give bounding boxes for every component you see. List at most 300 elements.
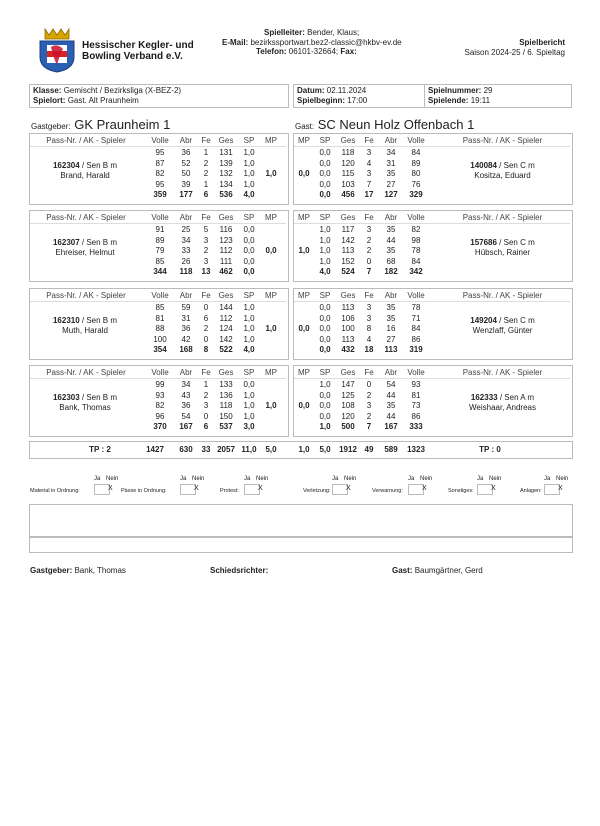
header-divider (30, 146, 286, 147)
col-header-abr: Abr (384, 291, 398, 300)
col-header-abr: Abr (384, 213, 398, 222)
ende-label: Spielende: (428, 96, 469, 105)
total-cell: 522 (219, 345, 233, 354)
score-cell: 2 (366, 411, 372, 421)
check-label: Verwarnung: (372, 488, 403, 494)
score-cell: 113 (341, 246, 355, 255)
score-cell: 26 (181, 256, 191, 266)
player-ak: Sen C m (503, 161, 535, 170)
col-header-volle: Volle (407, 213, 425, 222)
total-cell: 344 (153, 267, 167, 276)
score-cell: 39 (181, 179, 191, 189)
score-cell: 134 (219, 179, 233, 189)
grand-total-cell: 1323 (407, 445, 425, 454)
total-cell: 0,0 (319, 190, 331, 199)
score-cell: 0,0 (319, 390, 331, 400)
guest-player: 140084 / Sen C m Kositza, Eduard (440, 161, 565, 181)
score-cell: 139 (219, 158, 233, 168)
score-cell: 0 (203, 334, 209, 344)
score-cell: 93 (411, 380, 421, 389)
col-header-abr: Abr (179, 291, 193, 300)
score-cell: 95 (155, 148, 165, 157)
season: Saison 2024-25 / 6. Spieltag (464, 47, 565, 57)
score-cell: 2 (203, 246, 209, 255)
score-cell: 112 (219, 313, 233, 323)
score-cell: 81 (411, 390, 421, 400)
col-header-sp: SP (319, 291, 331, 300)
score-cell: 95 (155, 179, 165, 189)
col-header-sp: SP (243, 368, 255, 377)
ja-label: Ja (244, 476, 251, 482)
check-label: Sonstiges: (448, 488, 474, 494)
mp-value: 1,0 (298, 246, 310, 255)
col-header-player: Pass-Nr. / AK - Spieler (46, 368, 126, 377)
score-cell: 0,0 (319, 401, 331, 410)
player-name: Weishaar, Andreas (468, 403, 536, 412)
nein-label: Nein (344, 476, 357, 482)
total-cell: 8 (203, 345, 209, 354)
check-label: Material in Ordnung: (30, 488, 80, 494)
col-header-ges: Ges (218, 136, 234, 145)
home-team-label: Gastgeber: (31, 122, 71, 131)
datum-label: Datum: (297, 86, 325, 95)
player-ak: Sen B m (86, 393, 118, 402)
score-cell: 80 (411, 169, 421, 178)
col-header-sp: SP (319, 136, 331, 145)
grand-total-cell: 589 (384, 445, 398, 454)
report-title: Spielbericht (519, 38, 565, 47)
col-header-fe: Fe (364, 368, 374, 377)
score-cell: 0,0 (319, 169, 331, 178)
col-header-fe: Fe (201, 291, 211, 300)
total-cell: 18 (364, 345, 374, 354)
score-cell: 1,0 (319, 235, 331, 245)
report-heading (464, 38, 565, 57)
player-name: Muth, Harald (62, 326, 108, 335)
score-cell: 116 (219, 225, 233, 234)
score-cell: 82 (155, 401, 165, 410)
grand-total-cell: 2057 (217, 445, 235, 454)
score-cell: 84 (411, 324, 421, 333)
score-cell: 99 (155, 380, 165, 389)
checkbox-mark: X (194, 485, 199, 492)
score-cell: 54 (386, 380, 396, 389)
score-cell: 2 (366, 390, 372, 400)
col-header-fe: Fe (364, 291, 374, 300)
score-cell: 120 (341, 411, 355, 421)
score-cell: 44 (386, 235, 396, 245)
total-cell: 6 (203, 190, 209, 199)
total-cell: 500 (341, 422, 355, 431)
total-cell: 0,0 (319, 345, 331, 354)
total-cell: 4,0 (319, 267, 331, 276)
score-cell: 3 (366, 148, 372, 157)
guest-team-name: SC Neun Holz Offenbach 1 (317, 117, 475, 132)
ende-value: 19:11 (470, 96, 491, 105)
total-cell: 17 (364, 190, 374, 199)
mp-value: 0,0 (265, 246, 277, 255)
score-cell: 31 (386, 158, 396, 168)
score-cell: 3 (366, 225, 372, 234)
col-header-fe: Fe (364, 213, 374, 222)
header-divider (30, 223, 286, 224)
col-header-player: Pass-Nr. / AK - Spieler (462, 368, 543, 377)
grand-total-cell: 49 (364, 445, 374, 454)
score-cell: 1 (203, 148, 209, 157)
score-cell: 115 (341, 169, 355, 178)
checkbox-mark: X (108, 485, 113, 492)
col-header-mp: MP (265, 136, 277, 145)
score-cell: 3 (203, 401, 209, 410)
guest-team (295, 117, 474, 132)
sig-guest (392, 566, 483, 575)
score-cell: 0,0 (319, 313, 331, 323)
score-cell: 6 (203, 313, 209, 323)
score-cell: 0,0 (243, 225, 255, 234)
score-cell: 35 (386, 225, 396, 234)
score-cell: 54 (181, 411, 191, 421)
score-cell: 84 (411, 256, 421, 266)
score-cell: 44 (386, 411, 396, 421)
org-name (82, 40, 194, 62)
score-cell: 108 (341, 401, 355, 410)
email-value: bezirkssportwart.bez2-classic@hkbv-ev.de (250, 37, 402, 47)
home-player: 162307 / Sen B m Ehreiser, Helmut (35, 238, 135, 258)
score-cell: 120 (341, 158, 355, 168)
check-label: Pässe in Ordnung: (121, 488, 167, 494)
guest-tp: TP : 0 (479, 445, 501, 454)
col-header-sp: SP (243, 291, 255, 300)
score-cell: 1,0 (243, 158, 255, 168)
beginn-value: 17:00 (347, 96, 368, 105)
score-cell: 4 (366, 158, 372, 168)
score-cell: 1,0 (319, 246, 331, 255)
score-cell: 113 (341, 303, 355, 312)
col-header-sp: SP (319, 213, 331, 222)
col-header-volle: Volle (407, 368, 425, 377)
score-cell: 0,0 (243, 380, 255, 389)
col-header-volle: Volle (151, 136, 169, 145)
col-header-mp: MP (265, 368, 277, 377)
col-header-ges: Ges (340, 368, 356, 377)
info-left-box (29, 84, 289, 108)
score-cell: 25 (181, 225, 191, 234)
score-cell: 34 (181, 235, 191, 245)
check-label: Anlagen: (520, 488, 542, 494)
score-cell: 136 (219, 390, 233, 400)
player-pass: 162333 (470, 393, 498, 402)
notes-box (29, 504, 573, 538)
total-cell: 524 (341, 267, 355, 276)
score-cell: 82 (411, 225, 421, 234)
score-cell: 44 (386, 390, 396, 400)
score-cell: 117 (341, 225, 355, 234)
player-ak: Sen C m (503, 238, 535, 247)
guest-team-label: Gast: (295, 122, 315, 131)
total-cell: 168 (179, 345, 193, 354)
score-cell: 131 (219, 148, 233, 157)
score-cell: 2 (203, 169, 209, 178)
col-header-player: Pass-Nr. / AK - Spieler (462, 291, 543, 300)
telefon-label: Telefon: (256, 47, 287, 57)
score-cell: 98 (411, 235, 421, 245)
mp-value: 1,0 (265, 169, 277, 178)
col-header-mp: MP (265, 291, 277, 300)
score-cell: 100 (341, 324, 355, 333)
ja-label: Ja (408, 476, 415, 482)
score-cell: 34 (386, 148, 396, 157)
score-cell: 85 (155, 303, 165, 312)
col-header-player: Pass-Nr. / AK - Spieler (462, 136, 543, 145)
score-cell: 34 (181, 380, 191, 389)
score-cell: 59 (181, 303, 191, 312)
score-cell: 142 (341, 235, 355, 245)
score-cell: 52 (181, 158, 191, 168)
col-header-mp: MP (298, 136, 310, 145)
total-cell: 354 (153, 345, 167, 354)
hessen-crest-logo (37, 27, 77, 73)
player-pass: 162310 (52, 316, 80, 325)
nein-label: Nein (556, 476, 569, 482)
score-cell: 71 (411, 313, 421, 323)
score-cell: 0,0 (319, 303, 331, 312)
datum-value: 02.11.2024 (326, 86, 367, 95)
home-tp: TP : 2 (89, 445, 111, 454)
col-header-fe: Fe (364, 136, 374, 145)
score-cell: 1,0 (319, 380, 331, 389)
score-cell: 100 (153, 334, 167, 344)
total-cell: 167 (384, 422, 398, 431)
score-cell: 50 (181, 169, 191, 178)
grand-total-cell: 5,0 (265, 445, 277, 454)
col-header-volle: Volle (151, 213, 169, 222)
score-cell: 93 (155, 390, 165, 400)
score-cell: 1,0 (243, 303, 255, 312)
score-cell: 35 (386, 401, 396, 410)
total-cell: 456 (341, 190, 355, 199)
col-header-mp: MP (265, 213, 277, 222)
score-cell: 79 (155, 246, 165, 255)
checkbox-mark: X (346, 485, 351, 492)
col-header-mp: MP (298, 368, 310, 377)
mp-value: 1,0 (265, 401, 277, 410)
total-cell: 3,0 (243, 422, 255, 431)
grand-total-cell: 1912 (339, 445, 357, 454)
col-header-fe: Fe (201, 213, 211, 222)
sig-guest-value: Baumgärtner, Gerd (414, 566, 483, 575)
spielort-label: Spielort: (33, 96, 66, 105)
score-cell: 123 (219, 235, 233, 245)
total-cell: 167 (179, 422, 193, 431)
check-label: Verletzung: (303, 488, 331, 494)
score-cell: 118 (219, 401, 233, 410)
score-cell: 68 (386, 256, 396, 266)
score-cell: 124 (219, 324, 233, 333)
total-cell: 329 (409, 190, 423, 199)
col-header-fe: Fe (201, 136, 211, 145)
player-pass: 140084 (470, 161, 497, 170)
col-header-volle: Volle (151, 291, 169, 300)
score-cell: 0,0 (319, 158, 331, 168)
col-header-sp: SP (319, 368, 331, 377)
total-cell: 370 (153, 422, 167, 431)
score-cell: 3 (366, 313, 372, 323)
score-cell: 1 (203, 380, 209, 389)
score-cell: 33 (181, 246, 191, 255)
score-cell: 142 (219, 334, 233, 344)
score-cell: 3 (366, 401, 372, 410)
col-header-abr: Abr (384, 136, 398, 145)
player-ak: Sen A m (504, 393, 535, 402)
spielleiter-value: Bender, Klaus; (307, 28, 360, 37)
mp-value: 0,0 (298, 169, 310, 178)
score-cell: 31 (181, 313, 191, 323)
player-pass: 162303 (52, 393, 80, 402)
total-cell: 462 (219, 267, 233, 276)
score-cell: 0,0 (243, 246, 255, 255)
score-cell: 2 (203, 324, 209, 333)
col-header-sp: SP (243, 213, 255, 222)
score-cell: 76 (411, 179, 421, 189)
score-cell: 27 (386, 334, 396, 344)
checkbox-mark: X (558, 485, 563, 492)
total-cell: 127 (384, 190, 398, 199)
score-cell: 35 (386, 313, 396, 323)
score-cell: 1,0 (243, 401, 255, 410)
score-cell: 81 (155, 313, 165, 323)
score-cell: 0,0 (243, 256, 255, 266)
score-cell: 35 (386, 246, 396, 255)
score-cell: 118 (341, 148, 355, 157)
ja-label: Ja (544, 476, 551, 482)
sig-ref (210, 566, 268, 575)
sig-home (30, 566, 126, 575)
total-cell: 1,0 (319, 422, 331, 431)
col-header-player: Pass-Nr. / AK - Spieler (462, 213, 543, 222)
player-name: Hübsch, Rainer (474, 248, 531, 257)
header-divider (294, 223, 570, 224)
ja-label: Ja (94, 476, 101, 482)
home-player: 162303 / Sen B m Bank, Thomas (35, 393, 135, 413)
score-cell: 0,0 (319, 411, 331, 421)
score-cell: 36 (181, 148, 191, 157)
score-cell: 8 (366, 324, 372, 333)
header-divider (294, 146, 570, 147)
score-cell: 42 (181, 334, 191, 344)
sig-home-label: Gastgeber: (30, 566, 73, 575)
score-cell: 3 (366, 303, 372, 312)
sig-home-value: Bank, Thomas (74, 566, 126, 575)
col-header-ges: Ges (340, 213, 356, 222)
col-header-ges: Ges (340, 291, 356, 300)
col-header-volle: Volle (407, 291, 425, 300)
grand-total-cell: 1427 (146, 445, 164, 454)
klasse-value: Gemischt / Bezirksliga (X-BEZ-2) (63, 86, 182, 95)
ja-label: Ja (477, 476, 484, 482)
nein-label: Nein (420, 476, 433, 482)
score-cell: 1,0 (243, 324, 255, 333)
score-cell: 35 (386, 303, 396, 312)
grand-total-cell: 5,0 (319, 445, 331, 454)
score-cell: 1,0 (319, 225, 331, 234)
col-header-abr: Abr (179, 368, 193, 377)
checkbox-mark: X (491, 485, 496, 492)
ja-label: Ja (332, 476, 339, 482)
col-header-ges: Ges (218, 291, 234, 300)
score-cell: 1,0 (243, 313, 255, 323)
score-cell: 0,0 (319, 334, 331, 344)
ja-label: Ja (180, 476, 187, 482)
score-cell: 87 (155, 158, 165, 168)
grand-total-cell: 630 (179, 445, 193, 454)
score-cell: 0,0 (319, 179, 331, 189)
score-cell: 89 (155, 235, 165, 245)
score-cell: 91 (155, 225, 165, 234)
score-cell: 85 (155, 256, 165, 266)
total-cell: 342 (409, 267, 423, 276)
score-cell: 0 (366, 256, 372, 266)
nein-label: Nein (106, 476, 119, 482)
score-cell: 86 (411, 334, 421, 344)
header-divider (30, 301, 286, 302)
col-header-abr: Abr (384, 368, 398, 377)
total-cell: 359 (153, 190, 167, 199)
total-cell: 182 (384, 267, 398, 276)
score-cell: 84 (411, 148, 421, 157)
home-team-name: GK Praunheim 1 (74, 117, 171, 132)
score-cell: 1,0 (243, 334, 255, 344)
mp-value: 1,0 (265, 324, 277, 333)
info-mid-box (293, 84, 425, 108)
notes-box-2 (29, 536, 573, 553)
score-cell: 1,0 (243, 390, 255, 400)
klasse-label: Klasse: (33, 86, 62, 95)
total-cell: 4,0 (243, 345, 255, 354)
total-cell: 319 (409, 345, 423, 354)
total-cell: 432 (341, 345, 355, 354)
player-pass: 162307 (52, 238, 80, 247)
player-name: Bank, Thomas (59, 403, 111, 412)
player-name: Brand, Harald (60, 171, 110, 180)
col-header-player: Pass-Nr. / AK - Spieler (46, 291, 126, 300)
score-cell: 103 (341, 179, 355, 189)
player-name: Ehreiser, Helmut (55, 248, 115, 257)
score-cell: 2 (366, 235, 372, 245)
score-cell: 0 (366, 380, 372, 389)
score-cell: 78 (411, 303, 421, 312)
player-pass: 157686 (470, 238, 497, 247)
col-header-volle: Volle (151, 368, 169, 377)
col-header-abr: Abr (179, 136, 193, 145)
mp-value: 0,0 (298, 401, 310, 410)
col-header-ges: Ges (340, 136, 356, 145)
total-cell: 7 (366, 422, 372, 431)
score-cell: 125 (341, 390, 355, 400)
sig-guest-label: Gast: (392, 566, 413, 575)
score-cell: 2 (203, 158, 209, 168)
total-cell: 0,0 (243, 267, 255, 276)
score-cell: 113 (341, 334, 355, 344)
col-header-ges: Ges (218, 213, 234, 222)
score-cell: 73 (411, 401, 421, 410)
score-cell: 43 (181, 390, 191, 400)
player-ak: Sen B m (86, 161, 118, 170)
email-label: E-Mail: (222, 37, 249, 47)
score-cell: 7 (366, 179, 372, 189)
score-cell: 152 (341, 256, 355, 266)
score-cell: 27 (386, 179, 396, 189)
checkbox-mark: X (258, 485, 263, 492)
